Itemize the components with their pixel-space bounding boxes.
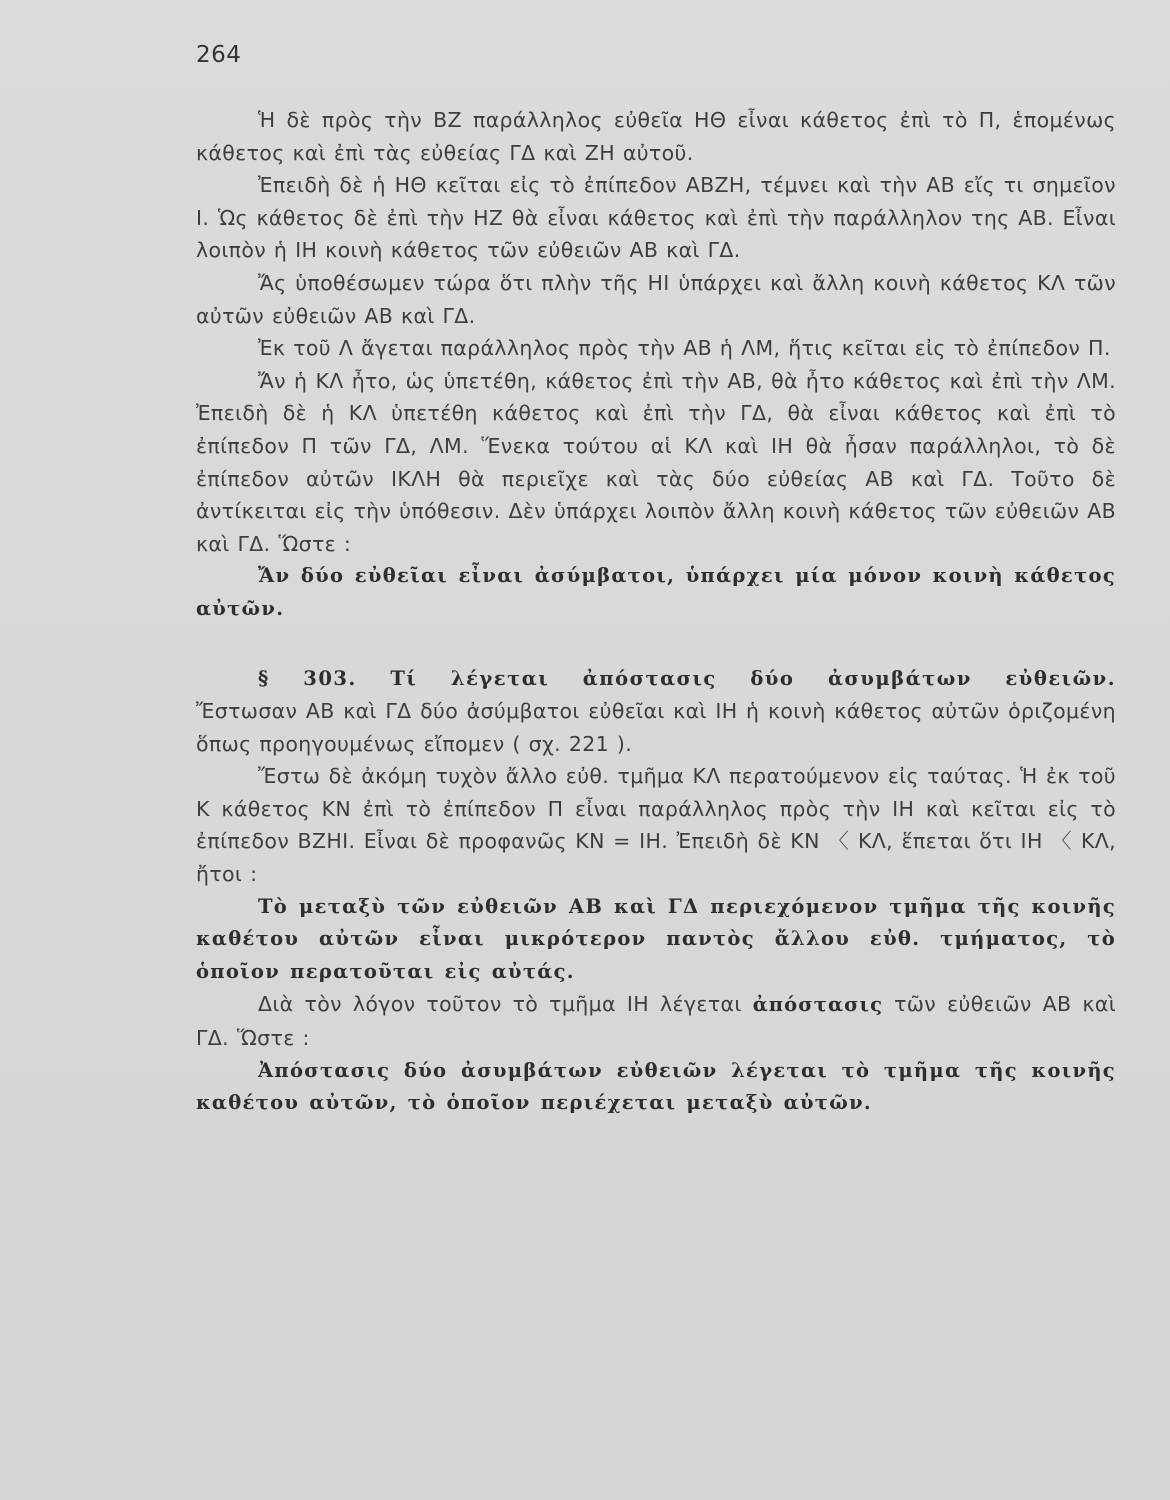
paragraph-10 — [196, 988, 1116, 1054]
page-number: 264 — [196, 42, 242, 68]
definition-distance: Ἀπόστασις δύο ἀσυμβάτων εὐθειῶν λέγεται τὸ τμῆμα τῆς κοινῆς καθέτου αὐτῶν, τὸ ὁποῖον περιέχεται μεταξὺ αὐτῶν. — [196, 1058, 1116, 1115]
paragraph-2: Ἐπειδὴ δὲ ἡ ΗΘ κεῖται εἰς τὸ ἐπίπεδον ΑΒΖΗ, τέμνει καὶ τὴν ΑΒ εἴς τι σημεῖον Ι. Ὡς κάθετος δὲ ἐπὶ τὴν ΗΖ θὰ εἶναι κάθετος καὶ ἐπὶ τὴν παράλληλον της ΑΒ. Εἶναι λοιπὸν ἡ ΙΗ κοινὴ κάθετος τῶν εὐθειῶν ΑΒ καὶ ΓΔ. — [196, 173, 1116, 263]
paragraph-8: Ἔστω δὲ ἀκόμη τυχὸν ἄλλο εὐθ. τμῆμα ΚΛ περατούμενον εἰς ταύτας. Ἡ ἐκ τοῦ Κ κάθετος ΚΝ ἐπὶ τὸ ἐπίπεδον Π εἶναι παράλληλος πρὸς τὴν ΙΗ καὶ κεῖται εἰς τὸ ἐπίπεδον ΒΖΗΙ. Εἶναι δὲ προφανῶς ΚΝ = ΙΗ. Ἐπειδὴ δὲ ΚΝ 〈 ΚΛ, ἕπεται ὅτι ΙΗ 〈 ΚΛ, ἤτοι : — [196, 764, 1116, 887]
paragraph-10-start: Διὰ τὸν λόγον τοῦτον τὸ τμῆμα ΙΗ λέγεται — [258, 992, 753, 1017]
theorem-unique-perpendicular: Ἄν δύο εὐθεῖαι εἶναι ἀσύμβατοι, ὑπάρχει μία μόνον κοινὴ κάθετος αὐτῶν. — [196, 564, 1116, 620]
section-heading: § 303. Τί λέγεται ἀπόστασις δύο ἀσυμβάτων εὐθειῶν. — [258, 666, 1116, 690]
paragraph-4: Ἐκ τοῦ Λ ἄγεται παράλληλος πρὸς τὴν ΑΒ ἡ ΛΜ, ἥτις κεῖται εἰς τὸ ἐπίπεδον Π. — [258, 336, 1111, 361]
page-text — [196, 104, 1116, 1120]
section-303 — [196, 662, 1116, 761]
paragraph-5: Ἄν ἡ ΚΛ ἦτο, ὡς ὑπετέθη, κάθετος ἐπὶ τὴν ΑΒ, θὰ ἦτο κάθετος καὶ ἐπὶ τὴν ΛΜ. Ἐπειδὴ δὲ ἡ ΚΛ ὑπετέθη κάθετος καὶ ἐπὶ τὴν ΓΔ, θὰ εἶναι κάθετος καὶ ἐπὶ τὸ ἐπίπεδον Π τῶν ΓΔ, ΛΜ. Ἕνεκα τούτου αἱ ΚΛ καὶ ΙΗ θὰ ἦσαν παράλληλοι, τὸ δὲ ἐπίπεδον αὐτῶν ΙΚΛΗ θὰ περιεῖχε καὶ τὰς δύο εὐθείας ΑΒ καὶ ΓΔ. Τοῦτο δὲ ἀντίκειται εἰς τὴν ὑπόθεσιν. Δὲν ὑπάρχει λοιπὸν ἄλλη κοινὴ κάθετος τῶν εὐθειῶν ΑΒ καὶ ΓΔ. Ὥστε : — [196, 368, 1116, 556]
section-303-text: Ἔστωσαν ΑΒ καὶ ΓΔ δύο ἀσύμβατοι εὐθεῖαι καὶ ΙΗ ἡ κοινὴ κάθετος αὐτῶν ὁριζομένη ὅπως προηγουμένως εἴπομεν ( σχ. 221 ). — [196, 699, 1116, 756]
paragraph-1: Ἡ δὲ πρὸς τὴν ΒΖ παράλληλος εὐθεῖα ΗΘ εἶναι κάθετος ἐπὶ τὸ Π, ἑπομένως κάθετος καὶ ἐπὶ τὰς εὐθείας ΓΔ καὶ ΖΗ αὐτοῦ. — [196, 108, 1116, 165]
paragraph-3: Ἄς ὑποθέσωμεν τώρα ὅτι πλὴν τῆς ΗΙ ὑπάρχει καὶ ἄλλη κοινὴ κάθετος ΚΛ τῶν αὐτῶν εὐθειῶν ΑΒ καὶ ΓΔ. — [196, 270, 1116, 328]
term-distance: ἀπόστασις — [752, 993, 884, 1017]
theorem-shortest-segment: Τὸ μεταξὺ τῶν εὐθειῶν ΑΒ καὶ ΓΔ περιεχόμενον τμῆμα τῆς κοινῆς καθέτου αὐτῶν εἶναι μικρότερον παντὸς ἄλλου εὐθ. τμήματος, τὸ ὁποῖον περατοῦται εἰς αὐτάς. — [196, 894, 1116, 983]
paragraph-10-end: τῶν εὐθειῶν ΑΒ καὶ ΓΔ. Ὥστε : — [196, 992, 1116, 1051]
